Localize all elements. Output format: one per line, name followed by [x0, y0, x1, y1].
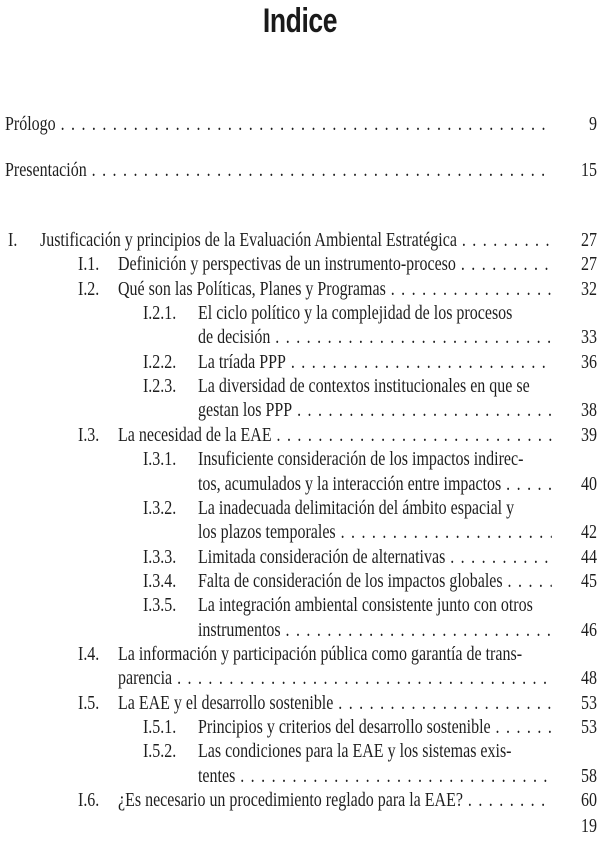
toc-entry	[0, 716, 600, 740]
page-number: 19	[581, 816, 597, 837]
entry-title	[198, 740, 597, 764]
page-ref: 32	[581, 278, 597, 300]
toc-entry	[0, 424, 600, 448]
entry-text: La diversidad de contextos institucionales en que se	[197, 376, 530, 398]
entry-text: La tríada PPP	[197, 351, 286, 373]
entry-text: Definición y perspectivas de un instrumento-proceso	[117, 254, 456, 276]
entry-title	[118, 667, 552, 691]
entry-title	[118, 253, 552, 277]
page-ref: 45	[581, 570, 597, 592]
entry-number: I.2.3.	[142, 376, 177, 398]
dot-leader	[338, 692, 552, 716]
entry-title	[198, 399, 552, 423]
page-ref: 36	[581, 351, 597, 373]
entry-text: instrumentos	[197, 619, 281, 641]
toc-entry	[0, 740, 600, 764]
entry-text: gestan los PPP	[197, 400, 293, 422]
entry-title	[198, 521, 552, 545]
dot-leader	[341, 521, 552, 545]
entry-title	[5, 113, 552, 137]
entry-text: Limitada consideración de alternativas	[197, 546, 446, 568]
entry-number: I.2.	[77, 278, 100, 300]
entry-text: Qué son las Políticas, Planes y Programas	[117, 278, 386, 300]
page-ref: 40	[581, 473, 597, 495]
page-ref: 58	[581, 765, 597, 787]
dot-leader	[462, 229, 552, 253]
entry-title	[5, 159, 552, 183]
entry-title	[198, 619, 552, 643]
toc-entry	[0, 278, 600, 302]
page-ref: 33	[581, 327, 597, 349]
toc-entry	[0, 375, 600, 399]
page-ref: 38	[581, 400, 597, 422]
entry-text: Insuficiente consideración de los impactos indirec-	[197, 449, 524, 471]
dot-leader	[450, 546, 552, 570]
entry-title	[198, 765, 552, 789]
entry-title	[198, 351, 552, 375]
dot-leader	[240, 765, 552, 789]
entry-number: I.	[7, 230, 18, 251]
entry-text: Las condiciones para la EAE y los sistemas exis-	[197, 741, 512, 763]
page-ref: 39	[581, 424, 597, 446]
entry-title	[40, 229, 552, 253]
entry-number: I.3.3.	[142, 546, 177, 568]
entry-title	[118, 789, 552, 813]
entry-text: Presentación	[4, 160, 87, 181]
page-ref: 46	[581, 619, 597, 641]
page-ref: 53	[581, 717, 597, 738]
entry-title	[198, 473, 552, 497]
entry-text: La inadecuada delimitación del ámbito espacial y	[197, 497, 515, 519]
toc-entry	[0, 521, 600, 545]
entry-title	[198, 594, 597, 618]
toc-entry	[0, 594, 600, 618]
dot-leader	[461, 253, 552, 277]
toc-entry	[0, 253, 600, 277]
page-ref: 15	[581, 160, 597, 181]
toc-entry	[0, 789, 600, 813]
toc-entry	[0, 497, 600, 521]
entry-number: I.3.5.	[142, 595, 177, 617]
entry-number: I.6.	[77, 790, 100, 812]
dot-leader	[177, 667, 552, 691]
page-ref: 48	[581, 668, 597, 690]
entry-title	[118, 643, 597, 667]
toc-entry	[0, 643, 600, 667]
toc-front-entry	[0, 113, 600, 137]
entry-text: El ciclo político y la complejidad de los procesos	[197, 303, 513, 325]
page-ref: 42	[581, 522, 597, 544]
dot-leader	[92, 159, 552, 183]
toc-entry	[0, 667, 600, 691]
dot-leader	[61, 113, 552, 137]
entry-number: I.3.2.	[142, 497, 177, 519]
entry-text: parencia	[117, 668, 173, 690]
page-title: Indice	[262, 2, 338, 40]
entry-number: I.5.2.	[142, 741, 177, 763]
toc-entry	[0, 351, 600, 375]
entry-text: de decisión	[197, 327, 271, 349]
entry-text: ¿Es necesario un procedimiento reglado para la EAE?	[117, 790, 463, 812]
entry-text: La integración ambiental consistente junto con otros	[197, 595, 533, 617]
toc-entry	[0, 448, 600, 472]
toc-entry	[0, 570, 600, 594]
page-number-row	[0, 815, 600, 839]
dot-leader	[291, 351, 552, 375]
toc-entry	[0, 692, 600, 716]
entry-title	[198, 546, 552, 570]
page-ref: 60	[581, 790, 597, 812]
entry-title	[118, 692, 552, 716]
entry-text: Falta de consideración de los impactos globales	[197, 570, 503, 592]
toc-entry	[0, 399, 600, 423]
page-ref: 9	[589, 114, 597, 135]
entry-number: I.3.4.	[142, 570, 177, 592]
dot-leader	[496, 716, 552, 740]
entry-number: I.2.1.	[142, 303, 177, 325]
entry-number: I.3.1.	[142, 449, 177, 471]
toc-entry	[0, 546, 600, 570]
entry-title	[118, 424, 552, 448]
dot-leader	[277, 424, 552, 448]
page-ref: 53	[581, 692, 597, 714]
toc-entry	[0, 619, 600, 643]
entry-title	[118, 278, 552, 302]
toc-entry	[0, 765, 600, 789]
dot-leader	[297, 399, 552, 423]
toc-entry	[0, 229, 600, 253]
entry-number: I.1.	[77, 254, 100, 276]
entry-number: I.3.	[77, 424, 100, 446]
entry-text: La EAE y el desarrollo sostenible	[117, 692, 334, 714]
dot-leader	[508, 570, 552, 594]
entry-number: I.2.2.	[142, 351, 177, 373]
toc-entry	[0, 302, 600, 326]
page-ref: 27	[581, 254, 597, 276]
entry-text: La información y participación pública como garantía de trans-	[117, 643, 523, 665]
entry-text: Prólogo	[4, 114, 56, 135]
dot-leader	[391, 278, 552, 302]
entry-title	[198, 497, 597, 521]
page-ref: 27	[581, 230, 597, 251]
entry-text: los plazos temporales	[197, 522, 336, 544]
entry-text: Principios y criterios del desarrollo sostenible	[197, 717, 491, 738]
page-ref: 44	[581, 546, 597, 568]
entry-title	[198, 570, 552, 594]
dot-leader	[286, 619, 552, 643]
entry-number: I.5.	[77, 692, 100, 714]
entry-title	[198, 375, 597, 399]
entry-text: La necesidad de la EAE	[117, 424, 272, 446]
entry-number: I.4.	[77, 643, 100, 665]
entry-text: tentes	[197, 765, 236, 787]
toc-front-entry	[0, 159, 600, 183]
toc-entry	[0, 473, 600, 497]
dot-leader	[468, 789, 552, 813]
entry-title	[198, 448, 597, 472]
entry-text: Justificación y principios de la Evaluación Ambiental Estratégica	[39, 230, 457, 251]
toc-entry	[0, 326, 600, 350]
dot-leader	[506, 473, 552, 497]
entry-text: tos, acumulados y la interacción entre impactos	[197, 473, 502, 495]
dot-leader	[275, 326, 552, 350]
entry-title	[198, 716, 552, 740]
entry-title	[198, 302, 597, 326]
entry-title	[198, 326, 552, 350]
entry-number: I.5.1.	[142, 717, 177, 738]
